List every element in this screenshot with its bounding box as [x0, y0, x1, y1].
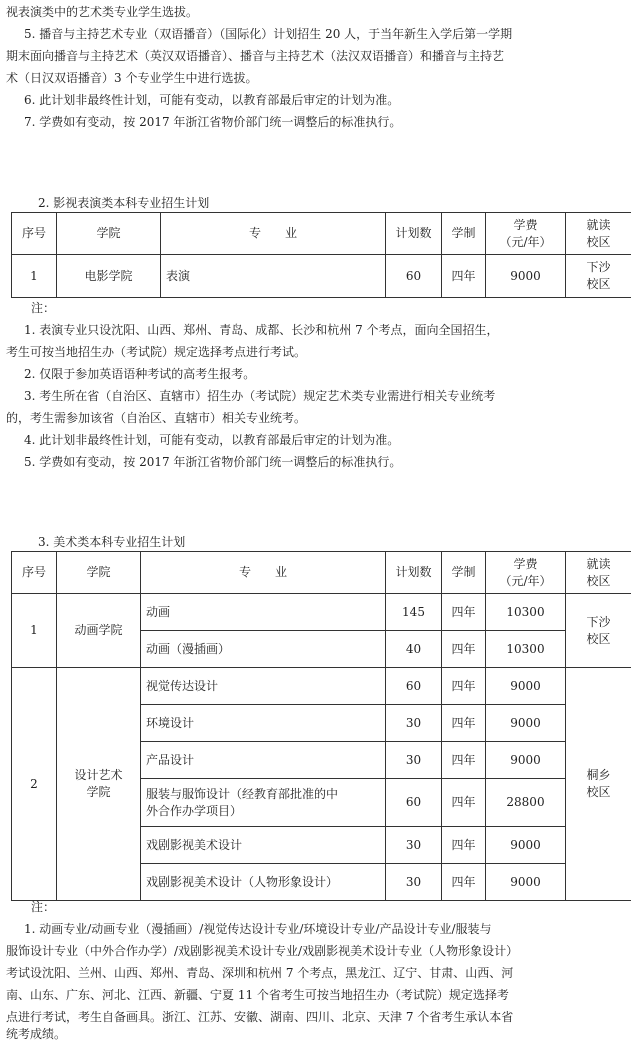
cell-major	[141, 779, 386, 827]
header-campus	[566, 213, 631, 255]
section-2-title: 2. 影视表演类本科专业招生计划	[38, 196, 210, 210]
cell-campus	[566, 668, 631, 901]
cell-campus	[566, 594, 631, 668]
table-header-row	[12, 213, 631, 255]
note-line: 服饰设计专业（中外合作办学）/戏剧影视美术设计专业/戏剧影视美术设计专业（人物形象设计）	[6, 944, 519, 958]
cell-major: 戏剧影视美术设计	[141, 827, 386, 864]
cell-college-line2: 学院	[86, 785, 111, 799]
cell-plan: 30	[386, 742, 442, 779]
cell-duration: 四年	[442, 705, 486, 742]
cell-campus-line1: 下沙	[586, 614, 611, 629]
header-campus	[566, 552, 631, 594]
header-fee-line2: （元/年）	[499, 234, 552, 249]
table-row	[12, 594, 631, 631]
note-line: 统考成绩。	[6, 1027, 67, 1041]
cell-fee: 10300	[486, 594, 566, 631]
note-line: 2. 仅限于参加英语语种考试的高考生报考。	[24, 367, 256, 381]
cell-major-line1: 服装与服饰设计（经教育部批准的中	[146, 786, 339, 801]
cell-fee: 9000	[486, 255, 566, 298]
paragraph-line: 视表演类中的艺术类专业学生选拔。	[6, 5, 199, 19]
header-campus-line2: 校区	[586, 234, 611, 249]
paragraph-line: 7. 学费如有变动，按 2017 年浙江省物价部门统一调整后的标准执行。	[24, 115, 402, 129]
paragraph-line: 6. 此计划非最终性计划，可能有变动，以教育部最后审定的计划为准。	[24, 93, 400, 107]
header-campus-line1: 就读	[586, 217, 611, 232]
table-row	[12, 255, 631, 298]
header-major: 专 业	[141, 552, 386, 594]
header-fee-line2: （元/年）	[499, 573, 552, 588]
cell-campus-line2: 校区	[586, 785, 611, 799]
note-line: 南、山东、广东、河北、江西、新疆、宁夏 11 个省考生可按当地招生办（考试院）规定选择考	[6, 988, 509, 1002]
cell-major: 环境设计	[141, 705, 386, 742]
note-line: 考生可按当地招生办（考试院）规定选择考点进行考试。	[6, 345, 307, 359]
table-row	[12, 668, 631, 705]
header-campus-line2: 校区	[586, 573, 611, 588]
cell-duration: 四年	[442, 255, 486, 298]
cell-seq: 1	[12, 594, 57, 668]
note-line: 4. 此计划非最终性计划，可能有变动，以教育部最后审定的计划为准。	[24, 433, 400, 447]
cell-plan: 60	[386, 779, 442, 827]
notes-label: 注：	[31, 900, 56, 914]
cell-plan: 30	[386, 864, 442, 901]
note-line: 考试设沈阳、兰州、山西、郑州、青岛、深圳和杭州 7 个考点，黑龙江、辽宁、甘肃、山西、河	[6, 966, 514, 980]
cell-fee: 9000	[486, 705, 566, 742]
cell-campus-line1: 下沙	[586, 260, 611, 274]
cell-plan: 145	[386, 594, 442, 631]
cell-duration: 四年	[442, 631, 486, 668]
cell-seq: 2	[12, 668, 57, 901]
cell-major-line2: 外合作办学项目）	[146, 803, 243, 818]
cell-plan: 30	[386, 827, 442, 864]
paragraph-line: 术（日汉双语播音）3 个专业学生中进行选拔。	[6, 71, 258, 85]
header-campus-line1: 就读	[586, 556, 611, 571]
header-college: 学院	[57, 213, 161, 255]
cell-campus-line1: 桐乡	[586, 768, 611, 782]
note-line: 1. 表演专业只设沈阳、山西、郑州、青岛、成都、长沙和杭州 7 个考点，面向全国招生，	[24, 323, 499, 337]
paragraph-line: 5. 播音与主持艺术专业（双语播音）（国际化）计划招生 20 人，于当年新生入学后第一学期	[24, 27, 513, 41]
header-college: 学院	[57, 552, 141, 594]
cell-fee: 9000	[486, 864, 566, 901]
cell-college-line1: 设计艺术	[74, 768, 123, 782]
cell-major: 动画	[141, 594, 386, 631]
paragraph-line: 期末面向播音与主持艺术（英汉双语播音）、播音与主持艺术（法汉双语播音）和播音与主持艺	[6, 49, 505, 63]
cell-fee: 28800	[486, 779, 566, 827]
header-plan: 计划数	[386, 552, 442, 594]
cell-plan: 60	[386, 255, 442, 298]
cell-fee: 9000	[486, 742, 566, 779]
header-plan: 计划数	[386, 213, 442, 255]
cell-plan: 60	[386, 668, 442, 705]
cell-college	[57, 668, 141, 901]
section-3-title: 3. 美术类本科专业招生计划	[38, 535, 186, 549]
cell-major: 表演	[161, 255, 386, 298]
note-line: 1. 动画专业/动画专业（漫插画）/视觉传达设计专业/环境设计专业/产品设计专业/服装与	[24, 922, 492, 936]
cell-duration: 四年	[442, 779, 486, 827]
cell-major: 产品设计	[141, 742, 386, 779]
cell-plan: 40	[386, 631, 442, 668]
cell-duration: 四年	[442, 742, 486, 779]
cell-fee: 10300	[486, 631, 566, 668]
cell-seq: 1	[12, 255, 57, 298]
cell-duration: 四年	[442, 594, 486, 631]
cell-campus	[566, 255, 631, 298]
cell-duration: 四年	[442, 668, 486, 705]
note-line: 的，考生需参加该省（自治区、直辖市）相关专业统考。	[6, 411, 307, 425]
header-fee	[486, 552, 566, 594]
cell-duration: 四年	[442, 864, 486, 901]
cell-major: 戏剧影视美术设计（人物形象设计）	[141, 864, 386, 901]
cell-fee: 9000	[486, 668, 566, 705]
header-fee	[486, 213, 566, 255]
cell-duration: 四年	[442, 827, 486, 864]
notes-label: 注：	[31, 301, 56, 315]
header-fee-line1: 学费	[513, 217, 538, 232]
cell-college: 电影学院	[57, 255, 161, 298]
note-line: 5. 学费如有变动，按 2017 年浙江省物价部门统一调整后的标准执行。	[24, 455, 402, 469]
cell-campus-line2: 校区	[586, 277, 611, 291]
note-line: 3. 考生所在省（自治区、直辖市）招生办（考试院）规定艺术类专业需进行相关专业统考	[24, 389, 496, 403]
note-line: 点进行考试，考生自备画具。浙江、江苏、安徽、湖南、四川、北京、天津 7 个省考生承认本省	[6, 1010, 514, 1024]
cell-college: 动画学院	[57, 594, 141, 668]
fine-arts-plan-table	[11, 551, 631, 901]
header-major: 专 业	[161, 213, 386, 255]
cell-major: 视觉传达设计	[141, 668, 386, 705]
cell-campus-line2: 校区	[586, 631, 611, 646]
header-seq: 序号	[12, 552, 57, 594]
header-duration: 学制	[442, 552, 486, 594]
header-duration: 学制	[442, 213, 486, 255]
table-header-row	[12, 552, 631, 594]
header-fee-line1: 学费	[513, 556, 538, 571]
cell-fee: 9000	[486, 827, 566, 864]
film-acting-plan-table	[11, 212, 631, 298]
cell-major: 动画（漫插画）	[141, 631, 386, 668]
cell-plan: 30	[386, 705, 442, 742]
header-seq: 序号	[12, 213, 57, 255]
